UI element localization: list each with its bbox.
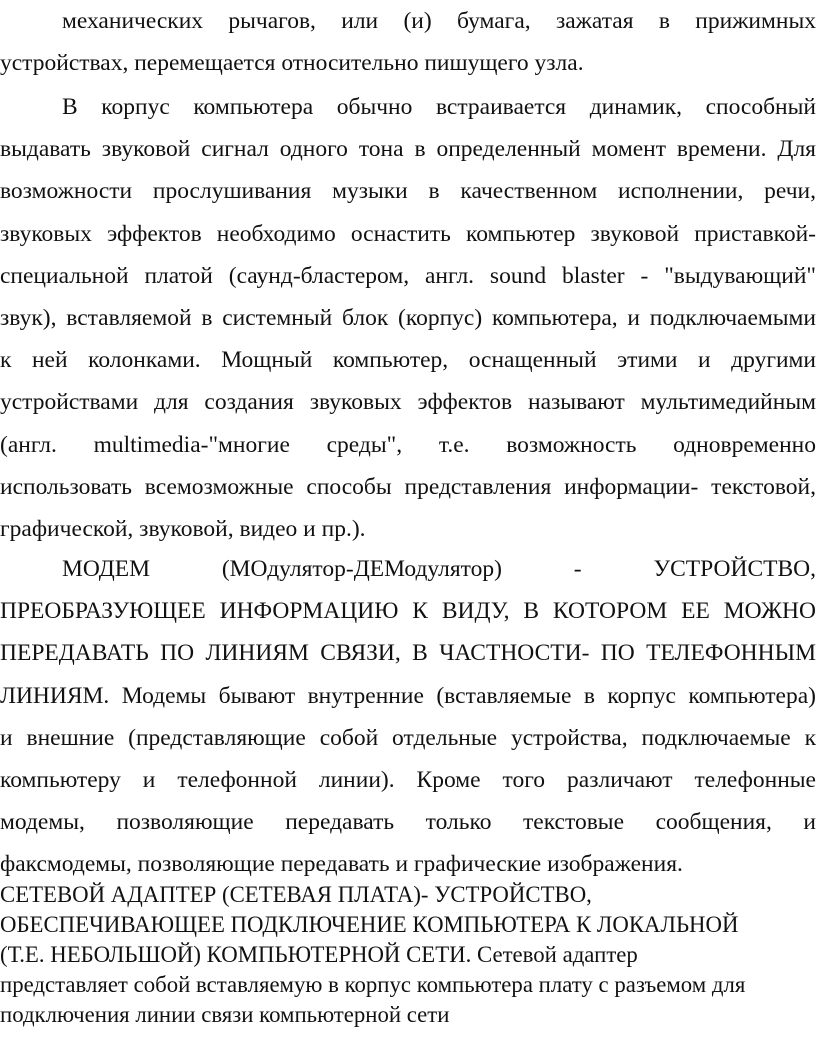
text-line: выдавать звуковой сигнал одного тона в определенный момент времени. Для xyxy=(0,136,816,163)
text-line: использовать всемозможные способы представления информации- текстовой, xyxy=(0,473,816,500)
text-line: и внешние (представляющие собой отдельные устройства, подключаемые к xyxy=(0,724,816,751)
text-line: (Т.Е. НЕБОЛЬШОЙ) КОМПЬЮТЕРНОЙ СЕТИ. Сетевой адаптер xyxy=(0,942,638,967)
text-line: ПЕРЕДАВАТЬ ПО ЛИНИЯМ СВЯЗИ, В ЧАСТНОСТИ- ПО ТЕЛЕФОННЫМ xyxy=(0,640,816,667)
text-line: устройствами для создания звуковых эффектов называют мультимедийным xyxy=(0,389,816,416)
text-line: МОДЕМ (МОдулятор-ДЕМодулятор) - УСТРОЙСТВО, xyxy=(62,556,816,582)
text-line: звук), вставляемой в системный блок (корпус) компьютера, и подключаемыми xyxy=(0,305,816,332)
text-line: факсмодемы, позволяющие передавать и графические изображения. xyxy=(0,851,683,878)
paragraph-modem xyxy=(0,548,816,886)
text-line: СЕТЕВОЙ АДАПТЕР (СЕТЕВАЯ ПЛАТА)- УСТРОЙСТВО, xyxy=(0,882,592,907)
text-line: ПРЕОБРАЗУЮЩЕЕ ИНФОРМАЦИЮ К ВИДУ, В КОТОРОМ ЕЕ МОЖНО xyxy=(0,598,816,625)
text-line: устройствах, перемещается относительно пишущего узла. xyxy=(0,50,584,77)
text-line: специальной платой (саунд-бластером, англ. sound blaster - "выдувающий" xyxy=(0,262,816,289)
text-line: представляет собой вставляемую в корпус компьютера плату с разъемом для xyxy=(0,972,746,997)
paragraph-network-adapter xyxy=(0,880,816,1030)
text-line: модемы, позволяющие передавать только текстовые сообщения, и xyxy=(0,809,816,836)
paragraph-printer-end xyxy=(0,0,816,84)
text-line: ЛИНИЯМ. Модемы бывают внутренние (вставляемые в корпус компьютера) xyxy=(0,682,816,709)
text-line: подключения линии связи компьютерной сети xyxy=(0,1002,450,1027)
text-line: (англ. multimedia-"многие среды", т.е. возможность одновременно xyxy=(0,431,816,458)
paragraph-sound-card xyxy=(0,86,816,550)
text-line: графической, звуковой, видео и пр.). xyxy=(0,516,366,543)
text-line: механических рычагов, или (и) бумага, зажатая в прижимных xyxy=(62,8,816,34)
text-line: компьютеру и телефонной линии). Кроме того различают телефонные xyxy=(0,767,816,794)
text-line: звуковых эффектов необходимо оснастить компьютер звуковой приставкой- xyxy=(0,220,816,247)
text-line: В корпус компьютера обычно встраивается динамик, способный xyxy=(62,94,816,120)
text-line: возможности прослушивания музыки в качественном исполнении, речи, xyxy=(0,178,816,205)
text-line: к ней колонками. Мощный компьютер, оснащенный этими и другими xyxy=(0,347,816,374)
text-line: ОБЕСПЕЧИВАЮЩЕЕ ПОДКЛЮЧЕНИЕ КОМПЬЮТЕРА К ЛОКАЛЬНОЙ xyxy=(0,912,739,937)
